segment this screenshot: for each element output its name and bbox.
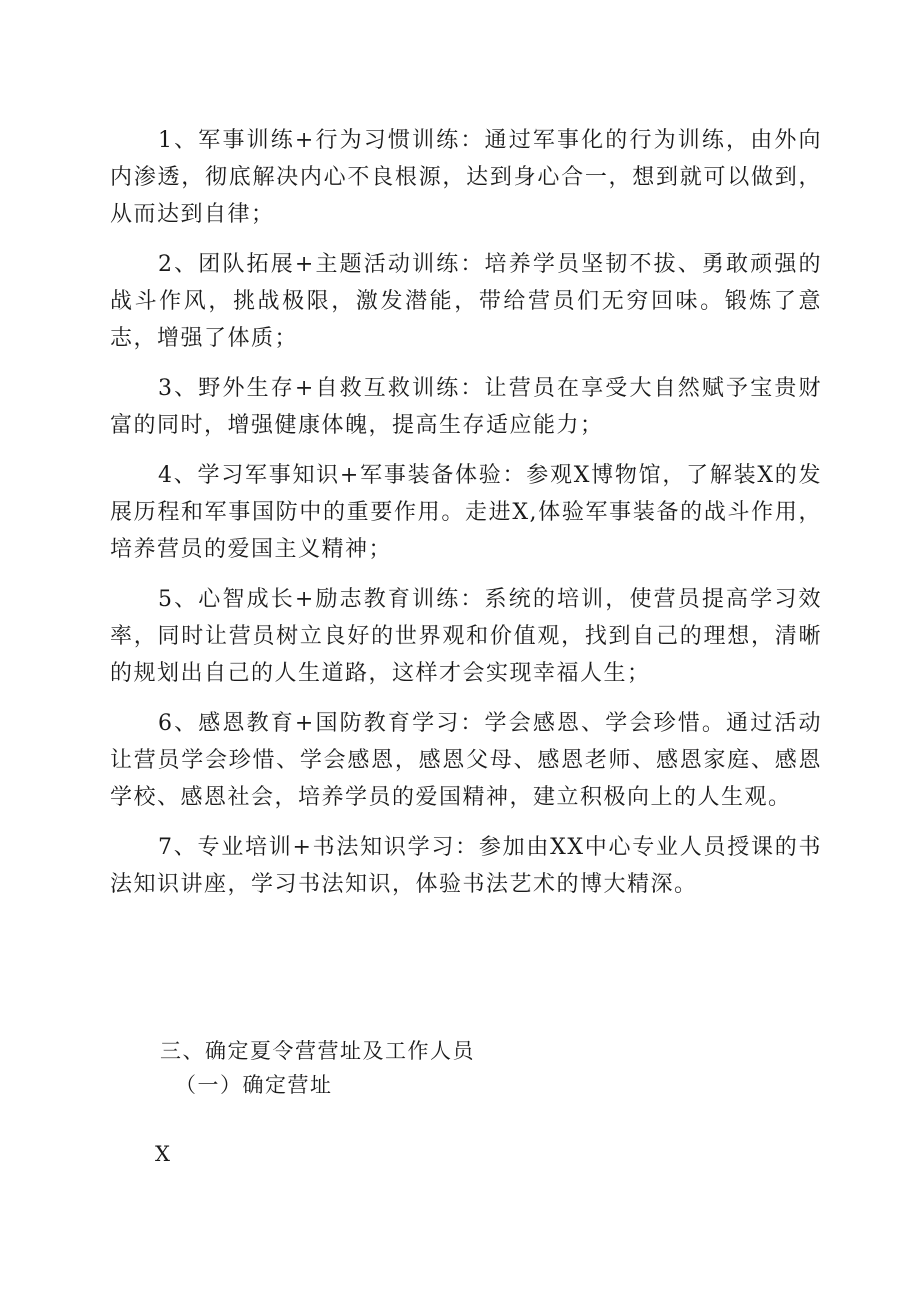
item-military-training: 1、军事训练+行为习惯训练：通过军事化的行为训练，由外向内渗透，彻底解决内心不良根源，达到身心合一，想到就可以做到，从而达到自律； <box>110 128 822 227</box>
camp-address: X <box>155 1142 170 1166</box>
section-heading: 三、确定夏令营营址及工作人员 <box>160 1039 475 1063</box>
item-calligraphy-training: 7、专业培训+书法知识学习：参加由XX中心专业人员授课的书法知识讲座，学习书法知识，体验书法艺术的博大精深。 <box>110 835 822 897</box>
document-body <box>110 122 822 916</box>
item-gratitude-education: 6、感恩教育+国防教育学习：学会感恩、学会珍惜。通过活动让营员学会珍惜、学会感恩，感恩父母、感恩老师、感恩家庭、感恩学校、感恩社会，培养学员的爱国精神，建立积极向上的人生观。 <box>110 711 822 810</box>
subsection-heading: （一）确定营址 <box>175 1073 333 1097</box>
item-team-expansion: 2、团队拓展+主题活动训练：培养学员坚韧不拔、勇敢顽强的战斗作风，挑战极限，激发潜能，带给营员们无穷回味。锻炼了意志，增强了体质； <box>110 252 822 351</box>
item-wilderness-survival: 3、野外生存+自救互救训练：让营员在享受大自然赋予宝贵财富的同时，增强健康体魄，提高生存适应能力； <box>110 376 822 438</box>
item-military-knowledge: 4、学习军事知识+军事装备体验：参观X博物馆，了解装X的发展历程和军事国防中的重要作用。走进X,体验军事装备的战斗作用，培养营员的爱国主义精神； <box>110 463 822 562</box>
item-mind-growth: 5、心智成长+励志教育训练：系统的培训，使营员提高学习效率，同时让营员树立良好的世界观和价值观，找到自己的理想，清晰的规划出自己的人生道路，这样才会实现幸福人生； <box>110 587 822 686</box>
